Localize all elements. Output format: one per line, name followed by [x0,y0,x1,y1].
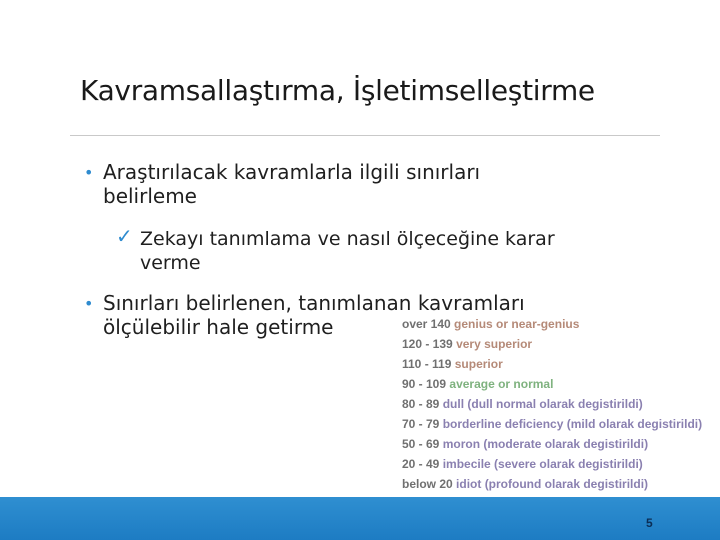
iq-classification-image [402,314,703,494]
footer-bar [0,497,720,540]
bullet-dot-icon: • [84,294,94,313]
iq-row: below 20 idiot (profound olarak degistirildi) [402,477,649,491]
iq-row: 90 - 109 average or normal [402,377,554,391]
iq-row: 80 - 89 dull (dull normal olarak degistirildi) [402,397,643,411]
bullet-item-1: Araştırılacak kavramlarla ilgili sınırları belirleme [103,160,481,208]
iq-row: 20 - 49 imbecile (severe olarak degistirildi) [402,457,643,471]
iq-row: over 140 genius or near-genius [402,317,580,331]
iq-row: 120 - 139 very superior [402,337,533,351]
bullet-item-2: Sınırları belirlenen, tanımlanan kavramları ölçülebilir hale getirme [103,291,525,339]
checkmark-icon: ✓ [116,224,133,248]
slide-title: Kavramsallaştırma, İşletimselleştirme [80,74,595,107]
iq-row: 50 - 69 moron (moderate olarak degistirildi) [402,437,649,451]
sub-bullet-item: Zekayı tanımlama ve nasıl ölçeceğine karar verme [140,228,555,274]
page-number: 5 [646,516,653,530]
iq-row: 70 - 79 borderline deficiency (mild olarak degistirildi) [402,417,703,431]
title-divider [70,135,660,136]
iq-row: 110 - 119 superior [402,357,503,371]
bullet-dot-icon: • [84,163,94,182]
